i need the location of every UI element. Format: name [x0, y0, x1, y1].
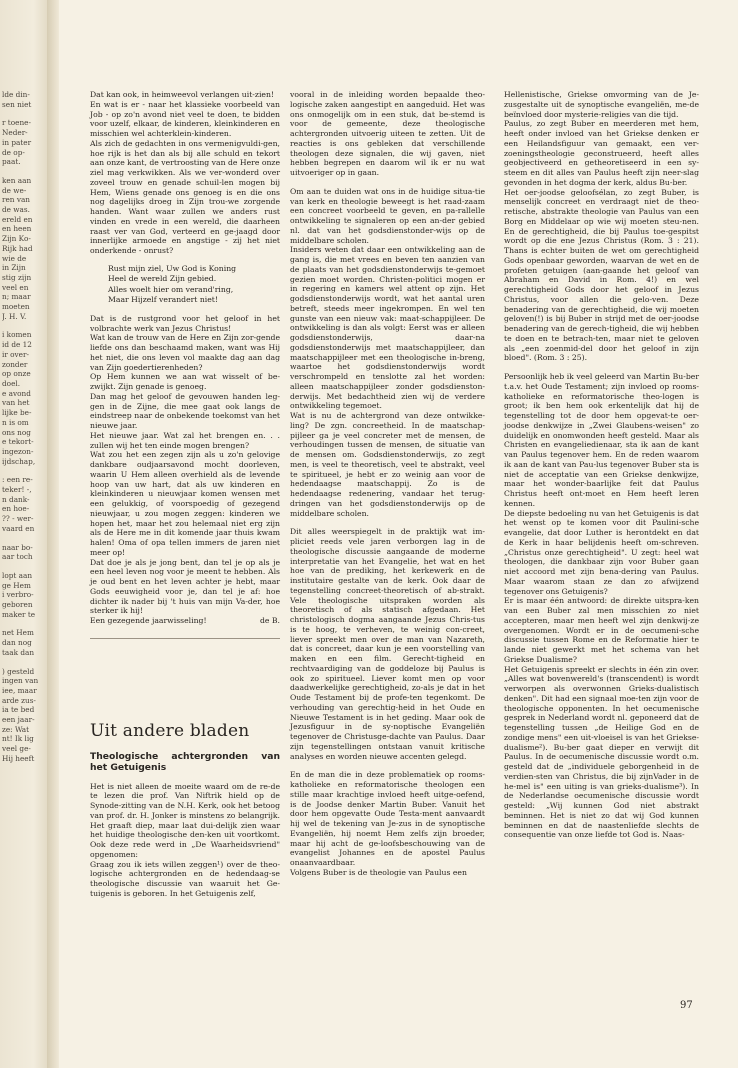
fragment-line: sen niet	[2, 99, 32, 109]
fragment-paragraph	[2, 571, 46, 620]
fragment-line: ia te bed	[2, 705, 35, 715]
section-divider	[90, 638, 280, 639]
paragraph: Om aan te duiden wat ons in de huidige situa-tie van kerk en theologie beweegt is het raad-zaam een concreet voorbeeld te geven, en pa-rallelle ontwikkeling te signaleren op een an-der gebied nl. dat van het godsdienstonder-wijs op de middelbare scholen.	[290, 186, 485, 245]
column-1-opening-text	[90, 90, 280, 256]
fragment-line: e avond	[2, 388, 31, 398]
paragraph: Dat doe je als je jong bent, dan tel je op als je een heel leven nog voor je meent te hebben. Als je oud bent en het leven achter je hebt, maar Gods eeuwigheid voor je, dan tel je af: hoe dichter ik nader bij 't huis van mijn Va-der, hoe sterker ik hij!	[90, 557, 280, 616]
fragment-line: ?? - wer-	[2, 514, 34, 524]
fragment-line: ingen van	[2, 676, 39, 686]
paragraph: vooral in de inleiding worden bepaalde theo-logische zaken aangestipt en aangeduid. Het was ons onmogelijk om in een stuk, dat be-stemd is voor de gemeente, deze theologische achtergronden uitvoerig uiteen te zetten. Uit de reacties is ons gebleken dat verschillende theologen deze signalen, die wij gaven, niet hebben begrepen en daarom wil ik er nu wat uitvoeriger op in gaan.	[290, 90, 485, 177]
fragment-line: n dank-	[2, 494, 30, 504]
fragment-line: n is om	[2, 417, 29, 427]
paragraph: Dit alles weerspiegelt in de praktijk wat im-pliciet reeds vele jaren verborgen lag in de theologische discussie aangaande de moderne interpretatie van het Evangelie, het wat en het hoe van de prediking, het kerkewerk en de institutaire gestalte van de kerk. Ook daar de tegenstelling concreet-theoretisch of ab-strakt. Vele theologische uitspraken worden als theoretisch of als statisch afgedaan. Het christologisch dogma aangaande Jezus Chris-tus is te hoog, te verheven, te weinig con-creet, liever spreekt men over de man van Nazareth, dat is concreet, daar kun je een voorstelling van maken en een film. Gerecht-tigheid en rechtvaardiging van de goddeloze bij Paulus is ook zo spiritueel. Liever komt men op voor daadwerkelijke gerechtigheid, zo-als je dat in het Oude Testament bij de profe-ten tegenkomt. De verhouding van gerechtig-heid in het Oude en Nieuwe Testament is in het geding. Maar ook de Jezusfiguur in de sy-noptische Evangeliën tegenover de Christusge-dachte van Paulus. Daar zijn tegenstellingen ontstaan vanuit kritische analyses en worden nieuwe accenten gelegd.	[290, 527, 485, 761]
fragment-line: naar bo-	[2, 542, 33, 552]
fragment-line: taak dan	[2, 647, 35, 657]
fragment-line: doel.	[2, 378, 21, 388]
paragraph: Het is niet alleen de moeite waard om de re-de te lezen die prof. Van Niftrik hield op de Synode-zitting van de N.H. Kerk, ook het betoog van prof. dr. H. Jonker is minstens zo belangrijk. Het graaft diep, maar laat dui-delijk zien waar het huidige theologische den-ken uit voortkomt. Ook deze rede werd in „De Waarheidsvriend" opgenomen:	[90, 781, 280, 859]
column-3	[504, 90, 699, 840]
fragment-line: ingezon-	[2, 446, 34, 456]
fragment-line: vaard en	[2, 523, 35, 533]
fragment-line: de we-	[2, 185, 27, 195]
fragment-line: een jaar-	[2, 715, 35, 725]
fragment-line: veel ge-	[2, 744, 31, 754]
column-2	[290, 90, 485, 878]
fragment-line: i komen	[2, 330, 32, 340]
previous-page-fragment	[2, 90, 46, 773]
article-intro-text	[90, 782, 280, 899]
paragraph: Het oer-joodse geloofsélan, zo zegt Buber, is menselijk concreet en verdraagt niet de theo-retische, abstrakte theologie van Paulus van een Borg en Middelaar op wie wij moeten steu-nen. En de gerechtigheid, die bij Paulus toe-gespitst wordt op die ene Jezus Christus (Rom. 3 : 21). Thans is echter buiten de wet om gerechtigheid Gods openbaar geworden, waarvan de wet en de profeten getuigen (aan-gaande het geloof van Abraham en David in Rom. 4!) en wel gerechtigheid Gods door het geloof in Jezus Christus, voor allen die gelo-ven. Deze benadering van de gerechtigheid, die wij moeten geloven(!) is bij Buber in strijd met de oer-joodse benadering van de gerech-tigheid, die wij hebben te doen en te betrach-ten, maar niet te geloven als „een zoenmid-del door het geloof in zijn bloed". (Rom. 3 : 25).	[504, 187, 699, 363]
paragraph: Als zich de gedachten in ons vermenigvuldi-gen, hoe rijk is het dan als bij alle schuld en tekort aan onze kant, de vertroosting van de Here onze ziel mag verkwikken. Als we ver-wonderd over zoveel trouw en genade schuil-len mogen bij Hem, Wiens genade ons genoeg is en die ons nog dagelijks droeg in Zijn trou-we zorgende handen. Want waar zullen we anders rust vinden en vrede in een wereld, die daarheen raast ver van God, verteerd en ge-jaagd door innerlijke armoede en angstige - zij het niet onderkende - onrust?	[90, 138, 280, 255]
fragment-line: van het	[2, 398, 30, 408]
fragment-line: stig zijn	[2, 272, 32, 282]
paragraph: Het Getuigenis spreekt er slechts in één zin over. „Alles wat bovenwereld's (transcendent) is wordt verworpen als overwonnen Grieks-dualistisch denken". Dit had een signaal moe-ten zijn voor de theologische opponenten. In het oecumenische gesprek in Nederland wordt nl. geponeerd dat de tegenstelling tussen „de Heilige God en de zondige mens" een uit-vloeisel is van het Griekse-dualisme²). Bu-ber gaat dieper en verwijt dit Paulus. In de oecumenische discussie wordt o.m. gesteld dat de „individuele geborgenheid in de verdien-sten van Christus, die bij zijnVader in de he-mel is" een uiting is van grieks-dualisme³). In de Nederlandse oecumenische discussie wordt gesteld: „Wij kunnen God niet abstrakt beminnen. Het is niet zo dat wij God kunnen beminnen en dat de naastenliefde slechts de consequentie van onze liefde tot God is. Naas-	[504, 664, 699, 840]
fragment-line: e tekort-	[2, 437, 34, 447]
fragment-line: lopt aan	[2, 570, 33, 580]
paragraph: Graag zou ik iets willen zeggen¹) over de theo-logische achtergronden en de hedendaag-se theologische discussie van waaruit het Ge-tuigenis is geboren. In het Getuigenis zelf,	[90, 859, 280, 898]
signoff-line	[90, 616, 280, 626]
fragment-line: : een re-	[2, 475, 33, 485]
signoff-initials: de B.	[259, 616, 280, 625]
fragment-line: Rijk had	[2, 243, 33, 253]
fragment-line: arde zus-	[2, 695, 36, 705]
fragment-paragraph	[2, 543, 46, 562]
article-title: Theologische achtergronden van het Getuigenis	[90, 750, 280, 773]
paragraph: Volgens Buber is de theologie van Paulus een	[290, 867, 467, 877]
fragment-paragraph	[2, 90, 46, 109]
paragraph: Wat is nu de achtergrond van deze ontwikke-ling? De zgn. concreetheid. In de maatschap-pijleer ga je veel concreter met de mensen, de verhoudingen tussen de mensen, de situatie van de mensen om. Godsdienstonderwijs, zo zegt men, is veel te theoretisch, veel te abstrakt, veel te spiritueel, je hebt er zo weinig aan voor de hedendaagse maatschappij. Zo is de hedendaagse redenering, vandaar het terug-dringen van het godsdienstonderwijs op de middelbare scholen.	[290, 411, 485, 518]
fragment-line: J. H. V.	[2, 311, 27, 321]
fragment-line: Zijn Ko-	[2, 234, 31, 244]
paragraph: Persoonlijk heb ik veel geleerd van Martin Bu-ber t.a.v. het Oude Testament; zijn invloed op rooms-katholieke en reformatorische theo-logen is groot; ik ben hem ook erkentelijk dat hij de tegenstelling tot de door hem opgevat-te oer-joodse denkwijze in „Zwei Glaubens-weisen" zo duidelijk en onomwonden heeft gesteld. Maar als Christen en evangeliedienaar, sta ik aan de kant van Paulus tegenover hem. En de reden waarom ik aan de kant van Pau-lus tegenover Buber sta is niet de acceptatie van een Griekse denkwijze, maar het wonder-baarlijke feit dat Paulus Christus heeft ont-moet en Hem heeft leren kennen.	[504, 372, 699, 508]
paragraph: En wat is er - naar het klassieke voorbeeld van Job - op zo'n avond niet veel te doen, te bidden voor uzelf, elkaar, de kinderen, kleinkinderen en misschien wel achterklein-kinderen.	[90, 99, 280, 138]
fragment-line: in Zijn	[2, 263, 26, 273]
fragment-line: Hij heeft	[2, 753, 35, 763]
paragraph: Op Hem kunnen we aan wat wisselt of be-zwijkt. Zijn genade is genoeg.	[90, 372, 280, 391]
paragraph: Wat zou het een zegen zijn als u zo'n gelovige dankbare oudjaarsavond mocht doorleven, waarin U Hem alleen overhield als de levende hoop van uw hart, dat als uw kinderen en kleinkinderen u nieuwjaar komen wensen met een gelukkig, of voorspoedig of gezegend nieuwjaar, u zou mogen zeggen: kinderen we hopen het, maar het zou helemaal niet erg zijn als de Here me in dit komende jaar thuis kwam halen! Oma of opa tellen immers de jaren niet meer op!	[90, 450, 280, 557]
paragraph: Er is maar één antwoord: de direkte uitspra-ken van een Buber zal men misschien zo niet accepteren, maar men heeft wel zijn denkwij-ze overgenomen. Wordt er in de oecumeni-sche discussie tussen Rome en de Reformatie hier te lande niet gewerkt met het schema van het Griekse Dualisme?	[504, 596, 699, 664]
fragment-line: de op-	[2, 147, 25, 157]
paragraph: Hellenistische, Griekse omvorming van de Je-zusgestalte uit de synoptische evangeliën, me-de beïnvloed door mysterie-religies van die tijd.	[504, 90, 699, 119]
fragment-line: en hoe-	[2, 504, 30, 514]
fragment-line: ons nog	[2, 427, 31, 437]
fragment-line: ir over-	[2, 349, 29, 359]
fragment-line: ge Hem	[2, 580, 31, 590]
section-title: Uit andere bladen	[90, 720, 250, 741]
column-1-closing-text	[90, 314, 280, 616]
fragment-line: iee, maar	[2, 685, 37, 695]
paragraph: Dat is de rustgrond voor het geloof in het volbrachte werk van Jezus Christus!	[90, 313, 280, 333]
fragment-line: de was.	[2, 205, 30, 215]
fragment-line: net Hem	[2, 628, 34, 638]
fragment-line: en heen	[2, 224, 32, 234]
poem-line: Alles woelt hier om verand'ring,	[108, 284, 234, 294]
column-1	[90, 90, 280, 899]
page-number: 97	[680, 1000, 693, 1011]
fragment-line: wie de	[2, 253, 27, 263]
fragment-line: lijke be-	[2, 408, 32, 418]
fragment-line: maker te	[2, 609, 36, 619]
fragment-line: ereld en	[2, 214, 33, 224]
paragraph: Insiders weten dat daar een ontwikkeling aan de gang is, die met vrees en beven ten aanzien van de plaats van het godsdienstonderwijs te-gemoet gezien moet worden. Christen-politici mogen er in regering en kamers wel attent op zijn. Het godsdienstonderwijs wordt, wat het aantal uren betreft, steeds meer ingekrompen. En wel ten gunste van een nieuw vak: maat-schappijleer. De ontwikkeling is dan als volgt: Eerst was er alleen godsdienstonderwijs, daar-na godsdienstonderwijs met maatschappijleer, dan maatschappijleer met een theologische in-breng, waartoe het godsdienstonderwijs wordt verschrompeld en tenslotte zal het worden: alleen maatschappijleer zonder godsdienston-derwijs. Met bedachtheid zien wij de verdere ontwikkeling tegemoet.	[290, 245, 485, 411]
poem-line: Heel de wereld Zijn gebied.	[108, 274, 217, 284]
fragment-line: ken aan	[2, 175, 32, 185]
paragraph: De diepste bedoeling nu van het Getuigenis is dat het wenst op te komen voor dit Paulini-sche evangelie, dat door Luther is herontdekt en dat de Kerk in haar belijdenis heeft om-schreven. „Christus onze gerechtigheid". U zegt: heel wat theologen, die dankbaar zijn voor Buber gaan niet accoord met zijn bena-dering van Paulus. Maar waarom staan ze dan zo afwijzend tegenover ons Getuigenis?	[504, 508, 699, 596]
fragment-paragraph	[2, 176, 46, 322]
fragment-paragraph	[2, 475, 46, 533]
fragment-line: nt! Ik lig	[2, 734, 34, 744]
signoff-text: Een gezegende jaarwisseling!	[90, 616, 207, 625]
fragment-line: dan nog	[2, 638, 32, 648]
fragment-paragraph	[2, 118, 46, 167]
fragment-line: veel en	[2, 282, 29, 292]
fragment-line: id de 12	[2, 340, 32, 350]
fragment-line: geboren	[2, 600, 33, 610]
fragment-line: op onze	[2, 369, 31, 379]
poem-stanza	[108, 264, 280, 306]
fragment-line: ijdschap,	[2, 456, 36, 466]
fragment-line: paat.	[2, 157, 21, 167]
fragment-line: Neder-	[2, 128, 28, 138]
fragment-line: r toene-	[2, 118, 31, 128]
paragraph: Het nieuwe jaar. Wat zal het brengen en. . . zullen wij het ten einde mogen brengen?	[90, 430, 280, 450]
page-spine-shadow	[47, 0, 59, 1068]
poem-line: Maar Hijzelf verandert niet!	[108, 295, 218, 305]
fragment-line: n; maar	[2, 292, 31, 302]
paragraph: Paulus, zo zegt Buber en meerderen met hem, heeft onder invloed van het Griekse denken er een Heilandsfiguur van gemaakt, een ver-zoeningstheologie geconstrueerd, heeft alles geobjectiveerd en getheoretiseerd in een sy-steem en dit alles van Paulus heeft zijn neer-slag gevonden in het dogma der kerk, aldus Bu-ber.	[504, 119, 699, 187]
fragment-line: ) gesteld	[2, 666, 35, 676]
fragment-line: teker! -,	[2, 485, 32, 495]
fragment-paragraph	[2, 330, 46, 466]
paragraph: En de man die in deze problematiek op rooms-katholieke en reformatorische theologen een stille maar krachtige invloed heeft uitge-oefend, is de Joodse denker Martin Buber. Vanuit het door hem opgevatte Oude Testa-ment aanvaardt hij wel de tekening van Je-zus in de synoptische Evangeliën, hij noemt Hem zelfs zijn broeder, maar hij acht de ge-loofsbeschouwing van de evangelist Johannes en de apostel Paulus onaanvaardbaar.	[290, 770, 485, 867]
fragment-line: i verbro-	[2, 590, 34, 600]
fragment-line: zonder	[2, 359, 28, 369]
fragment-paragraph	[2, 667, 46, 764]
fragment-line: ze: Wat	[2, 724, 30, 734]
fragment-paragraph	[2, 628, 46, 657]
fragment-line: lde din-	[2, 90, 30, 99]
paragraph: Wat kan de trouw van de Here en Zijn zor-gende liefde ons dan beschaamd maken, want was Hij het niet, die ons leven vol maakte dag aan dag van Zijn goedertierenheden?	[90, 333, 280, 372]
poem-line: Rust mijn ziel, Uw God is Koning	[108, 263, 237, 273]
paragraph: Dan mag het geloof de gevouwen handen leg-gen in de Zijne, die mee gaat ook langs de eindstreep naar de onbekende toekomst van het nieuwe jaar.	[90, 391, 280, 430]
paragraph: Dat kan ook, in heimweevol verlangen uit-zien!	[90, 90, 274, 99]
fragment-line: moeten	[2, 302, 30, 312]
fragment-line: ren van	[2, 195, 30, 205]
fragment-line: in pater	[2, 137, 32, 147]
fragment-line: aar toch	[2, 552, 33, 562]
